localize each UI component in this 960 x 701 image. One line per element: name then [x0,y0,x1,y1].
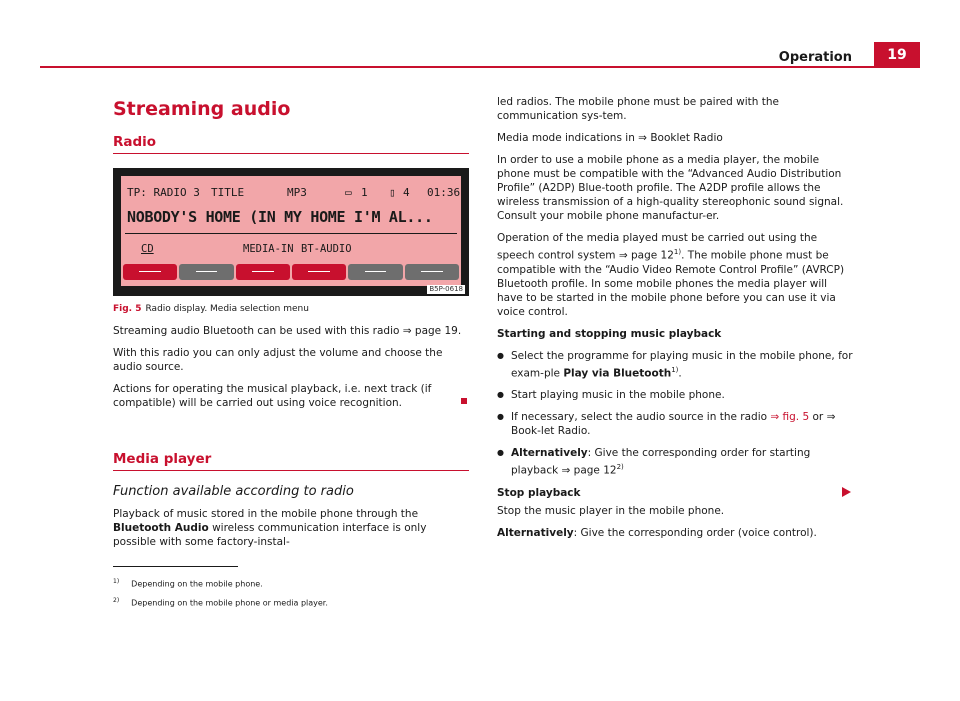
alternatively-term: Alternatively [511,447,588,459]
softkey-6[interactable] [405,264,459,280]
radio-display-figure [113,168,469,296]
avrcp-text-end: . The mobile phone must be compatible with the “Audio Video Remote Control Profile” (AVRCP) Bluetooth profile. In some mobile phones the media player will have to be started in the mobile phone before you can use it via voice control. [497,249,845,318]
fig-5-link[interactable]: ⇒ fig. 5 [770,411,810,423]
source-bt-audio[interactable]: BT-AUDIO [301,243,352,255]
footnote-1 [113,574,328,593]
softkey-5[interactable] [348,264,402,280]
heading-start-stop: Starting and stopping music playback [497,327,722,340]
section-end-mark [461,398,467,404]
section-media-player: Media player [113,450,469,471]
paragraph-avrcp [497,231,853,319]
paragraph-playback [113,507,469,549]
b3-text: If necessary, select the audio source in the radio [511,411,771,423]
source-cd[interactable]: CD [141,243,154,255]
footnote-ref-1b: 1) [671,365,679,374]
figure-caption [113,302,469,316]
radio-screen [121,176,461,286]
screen-time: 01:36 [427,186,461,199]
footnotes [113,574,328,611]
page-header-title: Operation [778,50,852,65]
paragraph-actions: Actions for operating the musical playback, i.e. next track (if compatible) will be carried out using voice recognition. [113,383,432,409]
screen-divider [125,233,457,234]
folder-icon: ▭ [345,186,352,199]
bluetooth-audio-term: Bluetooth Audio [113,522,209,534]
section-title: Streaming audio [113,98,291,120]
bullet-select-source [497,410,853,438]
avrcp-text: Operation of the media played must be carried out using the speech control system ⇒ page 12 [497,232,818,262]
screen-tp: TP: RADIO 3 [127,186,200,199]
b3-end: or ⇒ Book-let Radio. [511,411,836,437]
paragraph-paired: led radios. The mobile phone must be paired with the communication sys-tem. [497,96,779,122]
screen-song-title: NOBODY'S HOME (IN MY HOME I'M AL... [127,208,433,226]
track-icon: ▯ [389,186,396,199]
continue-arrow-icon [842,487,851,497]
intro-text: Streaming audio Bluetooth can be used with this radio [113,325,403,337]
left-column [113,95,469,549]
paragraph-volume: With this radio you can only adjust the volume and choose the audio source. [113,347,443,373]
screen-title-label: TITLE [211,186,245,199]
figure-code: B5P-0618 [429,285,463,293]
footnote-ref-1: 1) [673,248,682,256]
right-column [497,95,853,540]
footnote-text: Depending on the mobile phone or media player. [131,598,328,608]
b4-text: : Give the corresponding order for starting playback ⇒ page 12 [511,447,811,477]
b1-end: . [678,367,682,379]
screen-softkey-row [121,262,461,282]
bullet-select-programme [497,349,853,381]
b1-text: Select the programme for playing music in the mobile phone, for exam-ple [511,349,853,379]
header-rule [40,66,920,68]
bullet-start-playing: ● Start playing music in the mobile phone. [497,388,853,402]
footnote-rule [113,566,238,567]
heading-stop-playback: Stop playback [497,486,581,499]
p6-text: : Give the corresponding order (voice control). [573,526,817,539]
screen-status-row [127,186,461,202]
playback-text-end: wireless communication interface is only possible with some factory-instal- [113,522,427,548]
softkey-1[interactable] [123,264,177,280]
paragraph-media-mode: Media mode indications in ⇒ Booklet Radio [497,132,723,144]
screen-track: 4 [403,186,410,199]
bullet-alternatively [497,446,853,478]
page-19-link[interactable]: ⇒ page 19 [402,325,458,337]
screen-folder: 1 [361,186,368,199]
paragraph-stop-player: Stop the music player in the mobile phone. [497,504,725,517]
footnote-marker: 1) [113,578,120,585]
softkey-2[interactable] [179,264,233,280]
play-via-bluetooth-term: Play via Bluetooth [563,367,672,379]
footnote-text: Depending on the mobile phone. [131,579,263,589]
function-availability: Function available according to radio [113,484,354,499]
caption-label: Fig. 5 [113,304,142,314]
page-number: 19 [874,42,920,68]
footnote-marker: 2) [113,596,120,604]
softkey-4[interactable] [292,264,346,280]
paragraph-a2dp: In order to use a mobile phone as a media player, the mobile phone must be compatible with the “Advanced Audio Distribution Profile” (A2DP) Blue-tooth profile. The A2DP profile allows the wireless transmission of a high-quality stereophonic sound signal. Consult your mobile phone manufactur-er. [497,154,844,222]
screen-format: MP3 [287,186,307,199]
footnote-2 [113,593,328,612]
paragraph-intro [113,324,469,338]
playback-text: Playback of music stored in the mobile phone through the [113,508,419,520]
intro-end: . [457,325,462,337]
sub-title-radio: Radio [113,133,469,154]
footnote-ref-2: 2) [616,463,624,471]
source-media-in[interactable]: MEDIA-IN [243,243,294,255]
caption-text: Radio display. Media selection menu [145,304,309,314]
alternatively-term-2: Alternatively [497,526,574,539]
softkey-3[interactable] [236,264,290,280]
paragraph-alternatively-voice [497,526,853,540]
